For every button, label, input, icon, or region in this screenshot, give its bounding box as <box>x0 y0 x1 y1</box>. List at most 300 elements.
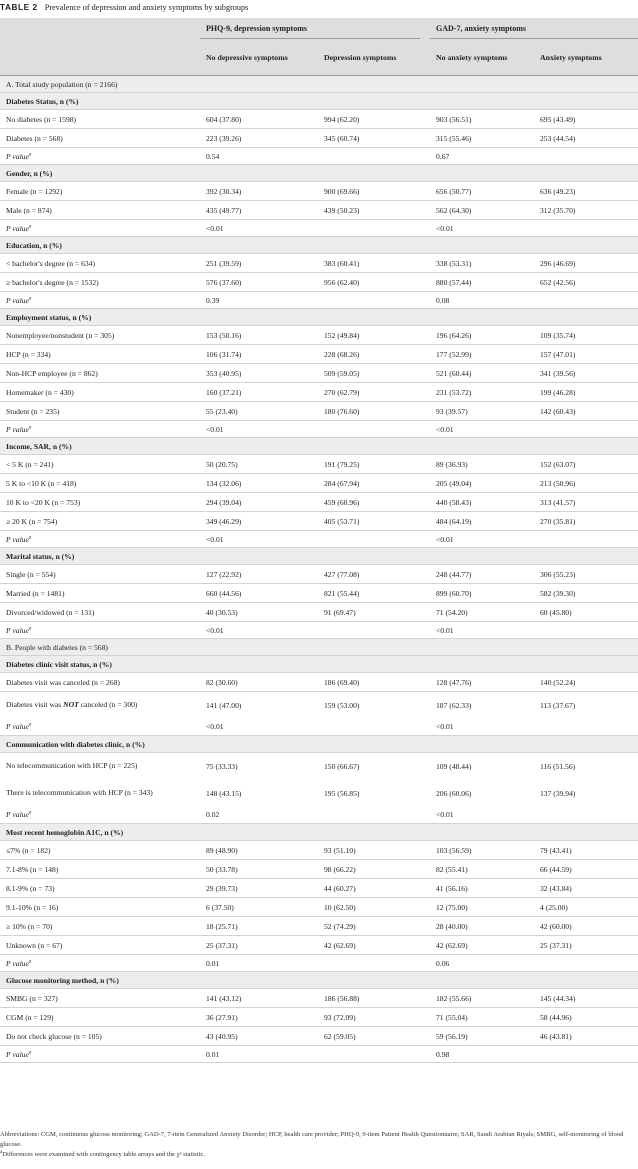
no-depressive-cell: <0.01 <box>200 421 318 438</box>
no-depressive-cell: 353 (40.95) <box>200 364 318 383</box>
anxiety-cell <box>534 719 638 736</box>
column-gap <box>420 622 430 639</box>
table-row <box>0 383 638 402</box>
column-gap <box>420 603 430 622</box>
p-value-row <box>0 622 638 639</box>
no-anxiety-cell: 82 (55.41) <box>430 860 534 879</box>
depression-cell <box>318 807 420 824</box>
depression-cell: 195 (56.85) <box>324 788 360 798</box>
p-value-label: P value$^a$ <box>0 531 200 548</box>
anxiety-cell: 296 (46.69) <box>534 254 638 273</box>
anxiety-cell: 79 (43.41) <box>534 841 638 860</box>
section-row <box>0 639 638 656</box>
column-gap <box>420 493 430 512</box>
row-label: Non-HCP employee (n = 862) <box>0 364 200 383</box>
depression-cell: 93 (51.10) <box>318 841 420 860</box>
depression-cell: 10 (62.50) <box>318 898 420 917</box>
depression-cell: 956 (62.40) <box>318 273 420 292</box>
no-depressive-cell: 36 (27.91) <box>200 1008 318 1027</box>
no-anxiety-cell: 206 (60.06) <box>436 788 472 798</box>
column-gap <box>420 565 430 584</box>
p-value-label: P value$^a$ <box>0 292 200 309</box>
column-gap <box>420 955 430 972</box>
p-value-row <box>0 1046 638 1063</box>
no-depressive-cell: 55 (23.40) <box>200 402 318 421</box>
row-label: < 5 K (n = 241) <box>0 455 200 474</box>
anxiety-cell: 636 (49.23) <box>534 182 638 201</box>
no-anxiety-cell: 205 (49.04) <box>430 474 534 493</box>
anxiety-cell: 60 (45.80) <box>534 603 638 622</box>
no-anxiety-cell: 196 (64.26) <box>430 326 534 345</box>
no-depressive-cell: 148 (43.15) <box>206 788 242 798</box>
anxiety-cell: 109 (35.74) <box>534 326 638 345</box>
no-depressive-cell: 576 (37.60) <box>200 273 318 292</box>
header-row-columns <box>0 39 638 76</box>
no-anxiety-cell: 59 (56.19) <box>430 1027 534 1046</box>
header-row-groups <box>0 18 638 39</box>
no-anxiety-cell: 187 (62.33) <box>436 700 472 710</box>
column-gap <box>420 273 430 292</box>
depression-cell <box>318 148 420 165</box>
row-label: Single (n = 554) <box>0 565 200 584</box>
column-gap <box>420 148 430 165</box>
row-label: Unknown (n = 67) <box>0 936 200 955</box>
depression-cell: 62 (59.05) <box>318 1027 420 1046</box>
no-anxiety-cell: 0.98 <box>430 1046 534 1063</box>
no-depressive-cell: 349 (46.29) <box>200 512 318 531</box>
row-label: There is telecommunication with HCP (n = 343) <box>6 788 153 797</box>
p-value-label: P value$^a$ <box>0 955 200 972</box>
no-anxiety-cell: 128 (47.76) <box>430 673 534 692</box>
column-gap <box>420 512 430 531</box>
table-row <box>0 455 638 474</box>
anxiety-cell: 270 (35.81) <box>534 512 638 531</box>
table-row <box>0 402 638 421</box>
column-gap <box>420 860 430 879</box>
row-label: Diabetes clinic visit status, n (%) <box>0 656 638 673</box>
depression-cell <box>318 719 420 736</box>
header-anxiety: Anxiety symptoms <box>534 39 638 76</box>
depression-cell: 42 (62.69) <box>318 936 420 955</box>
category-row <box>0 824 638 841</box>
no-depressive-cell: 660 (44.56) <box>200 584 318 603</box>
no-depressive-cell: <0.01 <box>200 719 318 736</box>
row-label: Diabetes visit was canceled (n = 268) <box>0 673 200 692</box>
row-label: Female (n = 1292) <box>0 182 200 201</box>
row-label: Do not check glucose (n = 105) <box>0 1027 200 1046</box>
p-value-label: P value$^a$ <box>0 719 200 736</box>
column-gap <box>420 292 430 309</box>
depression-cell: 93 (72.09) <box>318 1008 420 1027</box>
footnote-abbreviations: Abbreviations: CGM, continuous glucose monitoring; GAD-7, 7-item Generalized Anxiety Disorder; HCP, health care provider; PHQ-9, 9-item Patient Health Questionnaire; SAR, Saudi Arabian Riyals; SMBG, self-monitoring of blood glucose. <box>0 1131 624 1148</box>
anxiety-cell: 145 (44.34) <box>534 989 638 1008</box>
row-label: Divorced/widowed (n = 131) <box>0 603 200 622</box>
row-label: 9.1-10% (n = 16) <box>0 898 200 917</box>
row-label: No telecommunication with HCP (n = 225) <box>6 761 138 771</box>
column-gap <box>420 807 430 824</box>
anxiety-cell: 137 (39.94) <box>540 788 576 798</box>
p-value-row <box>0 955 638 972</box>
no-depressive-cell: 25 (37.31) <box>200 936 318 955</box>
no-depressive-cell: 160 (37.21) <box>200 383 318 402</box>
column-gap <box>420 326 430 345</box>
depression-cell: 284 (67.94) <box>318 474 420 493</box>
no-depressive-cell: <0.01 <box>200 622 318 639</box>
no-anxiety-cell: 0.67 <box>430 148 534 165</box>
no-depressive-cell: 435 (49.77) <box>200 201 318 220</box>
p-value-label: P value$^a$ <box>0 1046 200 1063</box>
anxiety-cell <box>534 148 638 165</box>
row-label: Employment status, n (%) <box>0 309 638 326</box>
table-row <box>0 474 638 493</box>
p-value-row <box>0 148 638 165</box>
anxiety-cell: 157 (47.01) <box>534 345 638 364</box>
table-row <box>0 603 638 622</box>
table-row <box>0 345 638 364</box>
header-phq9: PHQ-9, depression symptoms <box>200 18 420 39</box>
no-anxiety-cell: 248 (44.77) <box>430 565 534 584</box>
column-gap <box>420 455 430 474</box>
depression-cell: 152 (49.84) <box>318 326 420 345</box>
no-depressive-cell: <0.01 <box>200 220 318 237</box>
no-anxiety-cell: 521 (60.44) <box>430 364 534 383</box>
depression-cell: 150 (66.67) <box>324 761 360 771</box>
no-anxiety-cell: 315 (55.46) <box>430 129 534 148</box>
column-gap <box>420 110 430 129</box>
no-depressive-cell: 141 (47.00) <box>206 700 242 710</box>
column-gap <box>420 421 430 438</box>
p-value-label: P value$^a$ <box>0 622 200 639</box>
p-value-row <box>0 421 638 438</box>
no-anxiety-cell: 12 (75.00) <box>430 898 534 917</box>
header-gad7: GAD-7, anxiety symptoms <box>430 18 638 39</box>
no-depressive-cell: 0.54 <box>200 148 318 165</box>
no-anxiety-cell: <0.01 <box>430 421 534 438</box>
anxiety-cell: 213 (50.96) <box>534 474 638 493</box>
row-label: Glucose monitoring method, n (%) <box>0 972 638 989</box>
anxiety-cell <box>534 1046 638 1063</box>
column-gap <box>420 1046 430 1063</box>
no-anxiety-cell: 71 (55.04) <box>430 1008 534 1027</box>
row-label: 5 K to <10 K (n = 418) <box>0 474 200 493</box>
no-depressive-cell: 43 (40.95) <box>200 1027 318 1046</box>
no-anxiety-cell: 562 (64.30) <box>430 201 534 220</box>
column-gap <box>420 936 430 955</box>
anxiety-cell: 58 (44.96) <box>534 1008 638 1027</box>
anxiety-cell: 4 (25.00) <box>534 898 638 917</box>
depression-cell: 439 (50.23) <box>318 201 420 220</box>
p-value-row <box>0 531 638 548</box>
no-anxiety-cell: 109 (48.44) <box>436 761 472 771</box>
table-label: TABLE 2 <box>0 3 38 12</box>
column-gap <box>420 1008 430 1027</box>
row-label: Education, n (%) <box>0 237 638 254</box>
anxiety-cell: 152 (63.07) <box>534 455 638 474</box>
no-anxiety-cell: 89 (36.93) <box>430 455 534 474</box>
no-anxiety-cell: 177 (52.99) <box>430 345 534 364</box>
no-depressive-cell: 0.01 <box>200 955 318 972</box>
row-label: 8.1-9% (n = 73) <box>0 879 200 898</box>
table-row <box>0 879 638 898</box>
table-row <box>0 110 638 129</box>
no-anxiety-cell: 338 (53.31) <box>430 254 534 273</box>
p-value-row <box>0 220 638 237</box>
no-depressive-cell: 604 (37.80) <box>200 110 318 129</box>
anxiety-cell: 313 (41.57) <box>534 493 638 512</box>
table-row <box>0 182 638 201</box>
row-label: Gender, n (%) <box>0 165 638 182</box>
category-row <box>0 309 638 326</box>
no-anxiety-cell: <0.01 <box>430 719 534 736</box>
column-gap <box>420 129 430 148</box>
depression-cell: 509 (59.05) <box>318 364 420 383</box>
row-label: 10 K to <20 K (n = 753) <box>0 493 200 512</box>
no-depressive-cell: 89 (48.90) <box>200 841 318 860</box>
no-depressive-cell: 29 (39.73) <box>200 879 318 898</box>
row-label: Marital status, n (%) <box>0 548 638 565</box>
no-depressive-cell: 251 (39.59) <box>200 254 318 273</box>
depression-cell: 459 (60.96) <box>318 493 420 512</box>
depression-cell: 159 (53.00) <box>324 700 360 710</box>
anxiety-cell <box>534 807 638 824</box>
depression-cell <box>318 531 420 548</box>
no-depressive-cell: 50 (33.78) <box>200 860 318 879</box>
row-label: Homemaker (n = 430) <box>0 383 200 402</box>
anxiety-cell: 113 (37.67) <box>540 700 576 710</box>
depression-cell <box>318 220 420 237</box>
p-value-row <box>0 719 638 736</box>
table-row <box>0 1027 638 1046</box>
p-value-label: P value$^a$ <box>0 220 200 237</box>
no-depressive-cell: 134 (32.06) <box>200 474 318 493</box>
table-row <box>0 936 638 955</box>
no-anxiety-cell: 93 (39.57) <box>430 402 534 421</box>
table-row <box>0 673 638 692</box>
p-value-row <box>0 292 638 309</box>
no-anxiety-cell: 440 (58.43) <box>430 493 534 512</box>
row-label: Diabetes visit was NOT canceled (n = 300) <box>6 700 138 710</box>
table-row <box>0 364 638 383</box>
p-value-row <box>0 807 638 824</box>
no-anxiety-cell: 899 (60.70) <box>430 584 534 603</box>
column-gap <box>420 182 430 201</box>
row-label: B. People with diabetes (n = 568) <box>0 639 638 656</box>
depression-cell: 345 (60.74) <box>318 129 420 148</box>
footnote-significance: $^a$Differences were examined with contingency table arrays and the χ² statistic. <box>0 1149 205 1158</box>
no-depressive-cell: 127 (22.92) <box>200 565 318 584</box>
table-row <box>0 273 638 292</box>
no-anxiety-cell: <0.01 <box>430 220 534 237</box>
no-depressive-cell: 40 (30.53) <box>200 603 318 622</box>
header-depression: Depression symptoms <box>318 39 420 76</box>
column-gap <box>420 917 430 936</box>
header-no-depressive: No depressive symptoms <box>200 39 318 76</box>
row-label: SMBG (n = 327) <box>0 989 200 1008</box>
depression-cell: 228 (68.26) <box>318 345 420 364</box>
no-depressive-cell: 0.02 <box>200 807 318 824</box>
section-row <box>0 76 638 93</box>
no-depressive-cell: 18 (25.71) <box>200 917 318 936</box>
no-anxiety-cell: 42 (62.69) <box>430 936 534 955</box>
table-row <box>0 753 638 780</box>
no-anxiety-cell: 0.06 <box>430 955 534 972</box>
no-anxiety-cell: 0.08 <box>430 292 534 309</box>
no-anxiety-cell: <0.01 <box>430 807 534 824</box>
no-depressive-cell: 106 (31.74) <box>200 345 318 364</box>
column-gap <box>420 841 430 860</box>
column-gap <box>420 692 430 719</box>
depression-cell <box>318 955 420 972</box>
anxiety-cell <box>534 955 638 972</box>
depression-cell: 186 (56.88) <box>318 989 420 1008</box>
depression-cell: 821 (55.44) <box>318 584 420 603</box>
p-value-label: P value$^a$ <box>0 421 200 438</box>
anxiety-cell <box>534 220 638 237</box>
no-anxiety-cell: 103 (56.59) <box>430 841 534 860</box>
category-row <box>0 548 638 565</box>
anxiety-cell: 695 (43.49) <box>534 110 638 129</box>
no-depressive-cell: 294 (39.04) <box>200 493 318 512</box>
column-gap <box>420 989 430 1008</box>
table-row <box>0 917 638 936</box>
table-row <box>0 201 638 220</box>
anxiety-cell: 32 (43.84) <box>534 879 638 898</box>
column-gap <box>420 673 430 692</box>
table-row <box>0 254 638 273</box>
table-title: Prevalence of depression and anxiety symptoms by subgroups <box>44 3 249 12</box>
no-depressive-cell: 75 (33.33) <box>206 761 238 771</box>
column-gap <box>420 402 430 421</box>
table-caption <box>0 2 638 14</box>
table-row <box>0 692 638 719</box>
depression-cell: 91 (69.47) <box>318 603 420 622</box>
no-anxiety-cell: 71 (54.20) <box>430 603 534 622</box>
category-row <box>0 93 638 110</box>
anxiety-cell: 253 (44.54) <box>534 129 638 148</box>
no-anxiety-cell: 880 (57.44) <box>430 273 534 292</box>
row-label: HCP (n = 334) <box>0 345 200 364</box>
column-gap <box>420 364 430 383</box>
row-label: CGM (n = 129) <box>0 1008 200 1027</box>
column-gap <box>420 201 430 220</box>
column-gap <box>420 220 430 237</box>
anxiety-cell: 116 (51.56) <box>540 761 576 771</box>
no-anxiety-cell: 41 (56.16) <box>430 879 534 898</box>
row-label: Nonemployee/nonstudent (n = 305) <box>0 326 200 345</box>
no-anxiety-cell: 28 (40.00) <box>430 917 534 936</box>
anxiety-cell: 25 (37.31) <box>534 936 638 955</box>
depression-cell: 44 (60.27) <box>318 879 420 898</box>
category-row <box>0 165 638 182</box>
anxiety-cell: 582 (39.30) <box>534 584 638 603</box>
depression-cell: 186 (69.40) <box>318 673 420 692</box>
depression-cell: 52 (74.29) <box>318 917 420 936</box>
table-row <box>0 584 638 603</box>
anxiety-cell: 306 (55.23) <box>534 565 638 584</box>
category-row <box>0 438 638 455</box>
no-anxiety-cell: 903 (56.51) <box>430 110 534 129</box>
no-anxiety-cell: <0.01 <box>430 622 534 639</box>
table-row <box>0 841 638 860</box>
row-label: Diabetes Status, n (%) <box>0 93 638 110</box>
row-label: ≥ 20 K (n = 754) <box>0 512 200 531</box>
column-gap <box>420 584 430 603</box>
p-value-label: P value$^a$ <box>0 807 200 824</box>
anxiety-cell <box>534 531 638 548</box>
row-label: Communication with diabetes clinic, n (%) <box>0 736 638 753</box>
table-row <box>0 1008 638 1027</box>
anxiety-cell: 341 (39.56) <box>534 364 638 383</box>
column-gap <box>420 345 430 364</box>
table-row <box>0 565 638 584</box>
table-footnotes <box>0 1130 638 1160</box>
category-row <box>0 656 638 673</box>
table-row <box>0 493 638 512</box>
row-label: Diabetes (n = 568) <box>0 129 200 148</box>
table-row <box>0 780 638 807</box>
column-gap <box>420 879 430 898</box>
row-label: ≥ bachelor's degree (n = 1532) <box>0 273 200 292</box>
p-value-label: P value$^a$ <box>0 148 200 165</box>
anxiety-cell: 42 (60.00) <box>534 917 638 936</box>
row-label: No diabetes (n = 1598) <box>0 110 200 129</box>
no-anxiety-cell: 656 (50.77) <box>430 182 534 201</box>
row-label: Most recent hemoglobin A1C, n (%) <box>0 824 638 841</box>
depression-cell <box>318 622 420 639</box>
table-row <box>0 898 638 917</box>
category-row <box>0 972 638 989</box>
row-label: ≤7% (n = 182) <box>0 841 200 860</box>
depression-cell: 98 (66.22) <box>318 860 420 879</box>
row-label: < bachelor's degree (n = 634) <box>0 254 200 273</box>
depression-cell: 270 (62.79) <box>318 383 420 402</box>
anxiety-cell: 312 (35.70) <box>534 201 638 220</box>
column-gap <box>420 254 430 273</box>
row-label: Student (n = 235) <box>0 402 200 421</box>
depression-cell: 405 (53.71) <box>318 512 420 531</box>
results-table <box>0 18 638 1063</box>
column-gap <box>420 898 430 917</box>
column-gap <box>420 1027 430 1046</box>
column-gap <box>420 719 430 736</box>
table-row <box>0 989 638 1008</box>
anxiety-cell <box>534 421 638 438</box>
anxiety-cell: 66 (44.59) <box>534 860 638 879</box>
depression-cell: 180 (76.60) <box>318 402 420 421</box>
no-depressive-cell: <0.01 <box>200 531 318 548</box>
depression-cell <box>318 421 420 438</box>
no-anxiety-cell: <0.01 <box>430 531 534 548</box>
no-depressive-cell: 0.01 <box>200 1046 318 1063</box>
no-anxiety-cell: 182 (55.66) <box>430 989 534 1008</box>
depression-cell: 427 (77.08) <box>318 565 420 584</box>
no-depressive-cell: 392 (30.34) <box>200 182 318 201</box>
anxiety-cell: 46 (43.81) <box>534 1027 638 1046</box>
depression-cell: 191 (79.25) <box>318 455 420 474</box>
no-depressive-cell: 82 (30.60) <box>200 673 318 692</box>
depression-cell: 900 (69.66) <box>318 182 420 201</box>
column-gap <box>420 383 430 402</box>
no-anxiety-cell: 231 (53.72) <box>430 383 534 402</box>
depression-cell <box>318 292 420 309</box>
no-depressive-cell: 50 (20.75) <box>200 455 318 474</box>
table-row <box>0 860 638 879</box>
row-label: ≥ 10% (n = 70) <box>0 917 200 936</box>
anxiety-cell: 140 (52.24) <box>534 673 638 692</box>
row-label: Male (n = 874) <box>0 201 200 220</box>
depression-cell: 383 (60.41) <box>318 254 420 273</box>
category-row <box>0 736 638 753</box>
